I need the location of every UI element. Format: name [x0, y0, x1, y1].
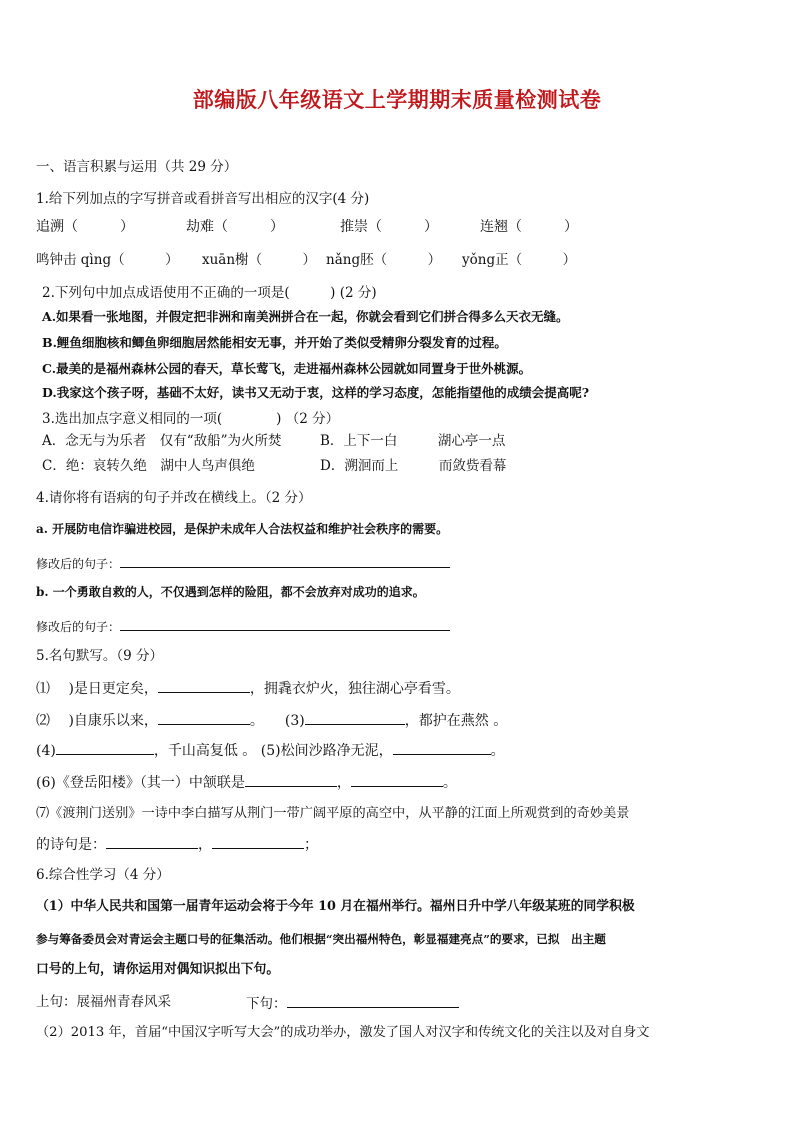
answer-blank[interactable]: [212, 834, 304, 849]
answer-blank[interactable]: [106, 834, 198, 849]
q6-para-4: （2）2013 年，首届“中国汉字听写大会”的成功举办，激发了国人对汉字和传统文化的关注以及对自身文: [36, 1025, 650, 1040]
answer-blank[interactable]: [393, 740, 491, 755]
q1-word: 劫难: [186, 219, 214, 235]
q5-text: (4): [36, 743, 56, 759]
q1-item-7: [326, 251, 441, 269]
q5-text: ，千山高复低 。 (5)松间沙路净无泥，: [153, 743, 393, 759]
q1-paren: （ ）: [508, 252, 577, 268]
q5-text: ，拥毳衣炉火，独往湖心亭看雪。: [249, 681, 460, 697]
q4-stem: 4.请你将有语病的句子并改在横线上。（2 分）: [36, 490, 312, 506]
q1-paren: （ ）: [248, 252, 317, 268]
q1-item-8: [462, 251, 576, 269]
q2-option-d: D.我家这个孩子呀，基础不太好，读书又无动于衷，这样的学习态度，怎能指望他的成绩会提高呢?: [42, 385, 590, 400]
q1-paren: （ ）: [508, 219, 578, 235]
q5-text: 。: [442, 775, 457, 791]
q6-lower-line: [246, 993, 459, 1013]
q2-option-a: A.如果看一张地图，并假定把非洲和南美洲拼合在一起，你就会看到它们拼合得多么天衣无缝。: [42, 309, 569, 324]
q6-para-2: 参与筹备委员会对青运会主题口号的征集活动。他们根据“突出福州特色，彰显福建亮点”的要求，已拟 出主题: [36, 932, 606, 946]
answer-blank[interactable]: [120, 553, 450, 568]
q1-paren: （ ）: [368, 219, 438, 235]
q5-text: ，都护在燕然 。: [404, 713, 508, 729]
q1-item-5: [36, 251, 179, 269]
q6-para-1: （1）中华人民共和国第一届青年运动会将于今年 10 月在福州举行。福州日升中学八年级某班的同学积极: [36, 899, 635, 914]
q4-revised-b: [36, 616, 450, 636]
q5-line-4: [36, 772, 457, 792]
revised-label: 修改后的句子：: [36, 620, 121, 634]
q5-text: ，: [198, 837, 212, 853]
q6-stem: 6.综合性学习（4 分）: [36, 867, 170, 883]
q4-sentence-a: a. 开展防电信诈骗进校园，是保护未成年人合法权益和维护社会秩序的需要。: [36, 522, 449, 536]
q1-item-6: [202, 251, 316, 269]
q4-sentence-b: b. 一个勇敢自救的人，不仅遇到怎样的险阻，都不会放弃对成功的追求。: [36, 585, 425, 599]
q1-item-4: [480, 218, 578, 236]
q1-item-1: [36, 218, 134, 236]
q6-upper-line: 上句：展福州青春风采: [36, 994, 171, 1010]
q3-option-b: B．上下一白 湖心亭一点: [320, 433, 506, 449]
q1-word: xuān榭: [202, 252, 249, 268]
q5-text: 。 (3): [249, 713, 305, 729]
q1-paren: （ ）: [64, 219, 134, 235]
q1-paren: （ ）: [373, 252, 442, 268]
answer-blank[interactable]: [287, 993, 459, 1008]
q1-word: nǎng胚: [326, 252, 374, 268]
q1-item-2: [186, 218, 284, 236]
q2-option-c: C.最美的是福州森林公园的春天，草长莺飞，走进福州森林公园就如同置身于世外桃源。: [42, 361, 532, 376]
q1-word: yǒng正: [462, 252, 509, 268]
q5-line-6: [36, 834, 318, 854]
q1-paren: （ ）: [111, 252, 179, 268]
q5-line-5: ⑺《渡荆门送别》一诗中李白描写从荆门一带广阔平原的高空中，从平静的江面上所观赏到的奇妙美景: [36, 806, 630, 821]
q6-para-3: 口号的上句，请你运用对偶知识拟出下句。: [36, 962, 280, 977]
q1-word: 鸣钟击 qìng: [36, 252, 112, 268]
answer-blank[interactable]: [158, 678, 250, 693]
section-heading: 一、语言积累与运用（共 29 分）: [36, 159, 238, 175]
q2-option-b: B.鲤鱼细胞核和鲫鱼卵细胞居然能相安无事，并开始了类似受精卵分裂发育的过程。: [42, 335, 507, 350]
q5-text: 的诗句是：: [36, 837, 106, 853]
q5-text: (6)《登岳阳楼》（其一）中颔联是: [36, 775, 245, 791]
q1-word: 追溯: [36, 219, 64, 235]
answer-blank[interactable]: [120, 616, 450, 631]
page-title: 部编版八年级语文上学期期末质量检测试卷: [192, 87, 602, 112]
answer-blank[interactable]: [245, 772, 337, 787]
q5-text: ，: [336, 775, 351, 791]
q1-word: 推崇: [340, 219, 368, 235]
q3-stem: 3.选出加点字意义相同的一项( ) （2 分）: [42, 411, 340, 427]
q5-line-1: [36, 678, 460, 698]
q4-revised-a: [36, 553, 450, 573]
q5-line-3: [36, 740, 505, 760]
revised-label: 修改后的句子：: [36, 557, 121, 571]
q5-line-2: [36, 710, 507, 730]
q2-stem: 2.下列句中加点成语使用不正确的一项是( ) (2 分): [42, 285, 377, 301]
answer-blank[interactable]: [158, 710, 250, 725]
q5-text: 。: [490, 743, 505, 759]
answer-blank[interactable]: [305, 710, 405, 725]
q1-item-3: [340, 218, 438, 236]
q3-option-a: A．念无与为乐者 仅有“敌船”为火所焚: [42, 433, 282, 449]
lower-label: 下句：: [246, 996, 287, 1012]
q1-word: 连翘: [480, 219, 508, 235]
q5-text: ⑵ )自康乐以来，: [36, 713, 158, 729]
q5-stem: 5.名句默写。（9 分）: [36, 648, 164, 664]
q5-text: ；: [304, 837, 318, 853]
q3-option-c: C．绝：哀转久绝 湖中人鸟声俱绝: [42, 458, 255, 474]
q1-paren: （ ）: [214, 219, 284, 235]
answer-blank[interactable]: [56, 740, 154, 755]
q5-text: ⑴ )是日更定矣，: [36, 681, 158, 697]
q3-option-d: D．溯洄而上 而敛赀看幕: [320, 458, 507, 474]
q1-stem: 1.给下列加点的字写拼音或看拼音写出相应的汉字(4 分): [36, 191, 370, 207]
answer-blank[interactable]: [351, 772, 443, 787]
